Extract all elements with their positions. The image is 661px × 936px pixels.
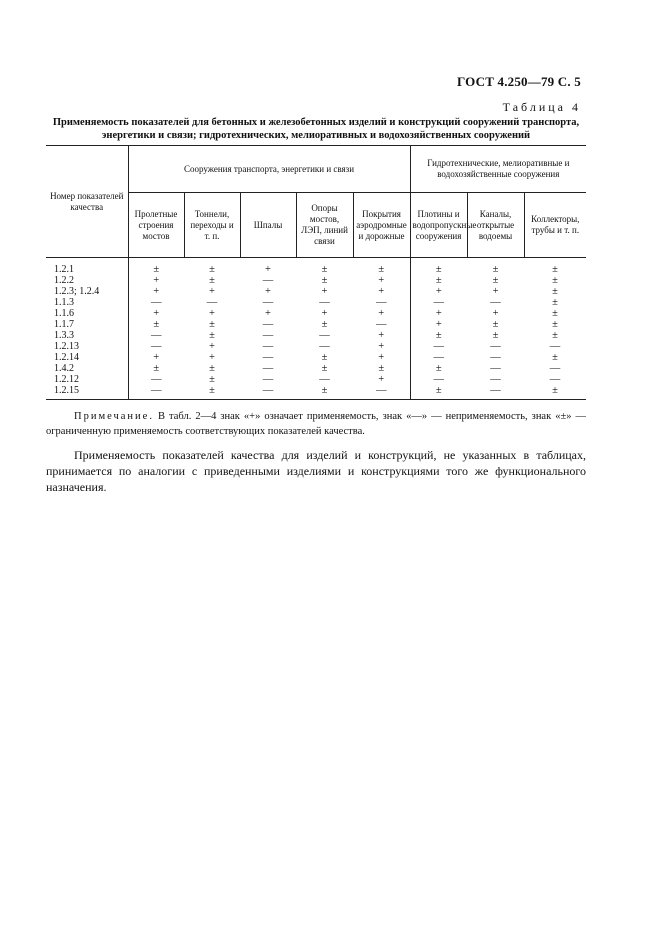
note-text: В табл. 2—4 знак «+» означает применяемость, знак «—» — неприменяемость, знак «±» — ограниченную применяемость соответствующих показателей качества. [46, 411, 586, 437]
table-row [46, 258, 586, 276]
applicability-cell: + [209, 286, 215, 297]
applicability-cell: ± [410, 258, 467, 276]
applicability-cell: — [262, 297, 274, 308]
indicator-number: 1.2.2 [54, 275, 74, 286]
applicability-cell: — [262, 385, 274, 396]
indicator-number: 1.1.7 [54, 319, 74, 330]
applicability-cell: — [376, 319, 387, 330]
body-paragraph: Применяемость показателей качества для изделий и конструкций, не указанных в таблицах, принимается по аналогии с приведенными изделиями и конструкциями того же функционального назначения. [46, 448, 586, 494]
indicator-number: 1.2.13 [54, 341, 79, 352]
table-row [46, 363, 586, 374]
applicability-cell: — [549, 374, 561, 385]
applicability-cell: — [410, 297, 467, 308]
applicability-cell: ± [209, 363, 215, 374]
applicability-cell: + [378, 330, 385, 341]
applicability-cell: — [376, 385, 387, 396]
applicability-cell: ± [410, 385, 467, 400]
applicability-cell: — [262, 363, 274, 374]
applicability-cell: ± [552, 297, 558, 308]
group-transport-header: Сооружения транспорта, энергетики и связи [128, 146, 410, 193]
applicability-cell: ± [492, 319, 499, 330]
indicator-number: 1.2.12 [54, 374, 79, 385]
column-header: Каналы, открытые водоемы [467, 193, 524, 258]
column-header: Шпалы [240, 193, 296, 258]
col-num-header: Номер показателей качества [46, 146, 128, 258]
applicability-cell: — [128, 385, 184, 400]
applicability-cell: — [549, 363, 561, 374]
applicability-cell: — [206, 297, 218, 308]
applicability-cell: + [209, 308, 215, 319]
applicability-cell: + [209, 341, 215, 352]
applicability-cell: + [378, 275, 385, 286]
applicability-cell: ± [128, 319, 184, 330]
applicability-cell: — [490, 352, 501, 363]
applicability-cell: — [128, 341, 184, 352]
column-header: Плотины и водопропускные сооружения [410, 193, 467, 258]
applicability-cell: ± [552, 319, 558, 330]
indicator-number: 1.2.3; 1.2.4 [54, 286, 100, 297]
applicability-cell: — [490, 341, 501, 352]
applicability-cell: ± [552, 286, 558, 297]
table-row [46, 385, 586, 400]
indicator-number: 1.4.2 [54, 363, 74, 374]
table-row [46, 308, 586, 319]
page-header: ГОСТ 4.250—79 С. 5 [456, 74, 581, 89]
applicability-cell: — [319, 330, 330, 341]
applicability-cell: — [128, 374, 184, 385]
applicability-cell: — [490, 363, 501, 374]
applicability-cell: ± [209, 275, 215, 286]
applicability-cell: ± [378, 363, 385, 374]
indicator-number: 1.2.1 [54, 264, 74, 275]
applicability-cell: ± [321, 385, 328, 396]
applicability-cell: — [410, 341, 467, 352]
indicator-number: 1.2.14 [54, 352, 79, 363]
applicability-cell: ± [321, 264, 328, 275]
applicability-cell: — [262, 330, 274, 341]
applicability-cell: + [321, 286, 328, 297]
applicability-cell: — [376, 297, 387, 308]
applicability-cell: — [262, 352, 274, 363]
applicability-cell: ± [410, 275, 467, 286]
applicability-cell: ± [552, 275, 558, 286]
applicability-cell: — [549, 341, 561, 352]
column-header: Покрытия аэродромные и дорожные [353, 193, 410, 258]
applicability-cell: + [128, 308, 184, 319]
column-header: Опоры мостов, ЛЭП, линий связи [296, 193, 353, 258]
table-row [46, 352, 586, 363]
applicability-cell: ± [552, 264, 558, 275]
applicability-cell: ± [321, 319, 328, 330]
applicability-cell: — [319, 297, 330, 308]
applicability-cell: ± [209, 374, 215, 385]
applicability-cell: ± [552, 330, 558, 341]
table-row [46, 330, 586, 341]
column-header: Тоннели, переходы и т. п. [184, 193, 240, 258]
applicability-cell: ± [410, 330, 467, 341]
applicability-cell: ± [552, 352, 558, 363]
table-row [46, 319, 586, 330]
applicability-cell: ± [128, 258, 184, 276]
applicability-cell: ± [209, 330, 215, 341]
note-label: Примечание. [74, 411, 154, 422]
applicability-cell: — [262, 374, 274, 385]
table-row [46, 297, 586, 308]
applicability-cell: + [410, 308, 467, 319]
applicability-cell: + [378, 308, 385, 319]
applicability-cell: ± [209, 264, 215, 275]
applicability-cell: — [262, 319, 274, 330]
applicability-cell: — [128, 330, 184, 341]
indicator-number: 1.3.3 [54, 330, 74, 341]
applicability-cell: — [410, 352, 467, 363]
applicability-cell: + [321, 308, 328, 319]
applicability-cell: ± [492, 330, 499, 341]
indicator-number: 1.1.6 [54, 308, 74, 319]
applicability-cell: — [128, 297, 184, 308]
applicability-cell: + [378, 374, 385, 385]
applicability-cell: — [490, 374, 501, 385]
applicability-cell: — [319, 341, 330, 352]
applicability-cell: + [265, 264, 271, 275]
applicability-cell: — [490, 385, 501, 396]
table-note [46, 409, 586, 439]
applicability-cell: + [492, 308, 499, 319]
applicability-cell: — [319, 374, 330, 385]
applicability-cell: + [492, 286, 499, 297]
table-label: Таблица 4 [502, 100, 581, 114]
applicability-cell: + [209, 352, 215, 363]
applicability-cell: — [262, 275, 274, 286]
applicability-table [46, 145, 586, 400]
column-header: Пролетные строения мостов [128, 193, 184, 258]
indicator-number: 1.2.15 [54, 385, 79, 396]
applicability-cell: + [410, 319, 467, 330]
applicability-cell: + [265, 286, 271, 297]
table-row [46, 275, 586, 286]
applicability-cell: ± [378, 264, 385, 275]
table-row [46, 286, 586, 297]
applicability-cell: ± [128, 363, 184, 374]
applicability-cell: + [378, 352, 385, 363]
applicability-cell: — [490, 297, 501, 308]
group-hydro-header: Гидротехнические, мелиоративные и водохозяйственные сооружения [410, 146, 586, 193]
column-header: Коллекторы, трубы и т. п. [524, 193, 586, 258]
table-title: Применяемость показателей для бетонных и железобетонных изделий и конструкций сооружений транспорта, энергетики и связи; гидротехнических, мелиоративных и водохозяйственных сооружений [52, 117, 580, 141]
table-row [46, 374, 586, 385]
applicability-cell: — [410, 374, 467, 385]
applicability-cell: ± [321, 363, 328, 374]
applicability-cell: + [128, 286, 184, 297]
applicability-cell: ± [492, 275, 499, 286]
applicability-cell: ± [209, 319, 215, 330]
applicability-cell: + [128, 275, 184, 286]
applicability-cell: + [410, 286, 467, 297]
applicability-cell: + [378, 286, 385, 297]
applicability-cell: ± [552, 308, 558, 319]
applicability-cell: + [128, 352, 184, 363]
applicability-cell: + [265, 308, 271, 319]
table-row [46, 341, 586, 352]
applicability-cell: ± [552, 385, 558, 396]
applicability-cell: ± [410, 363, 467, 374]
applicability-cell: — [262, 341, 274, 352]
applicability-cell: ± [321, 352, 328, 363]
applicability-cell: + [378, 341, 385, 352]
applicability-cell: ± [209, 385, 215, 396]
applicability-cell: ± [321, 275, 328, 286]
applicability-cell: ± [492, 264, 499, 275]
indicator-number: 1.1.3 [54, 297, 74, 308]
